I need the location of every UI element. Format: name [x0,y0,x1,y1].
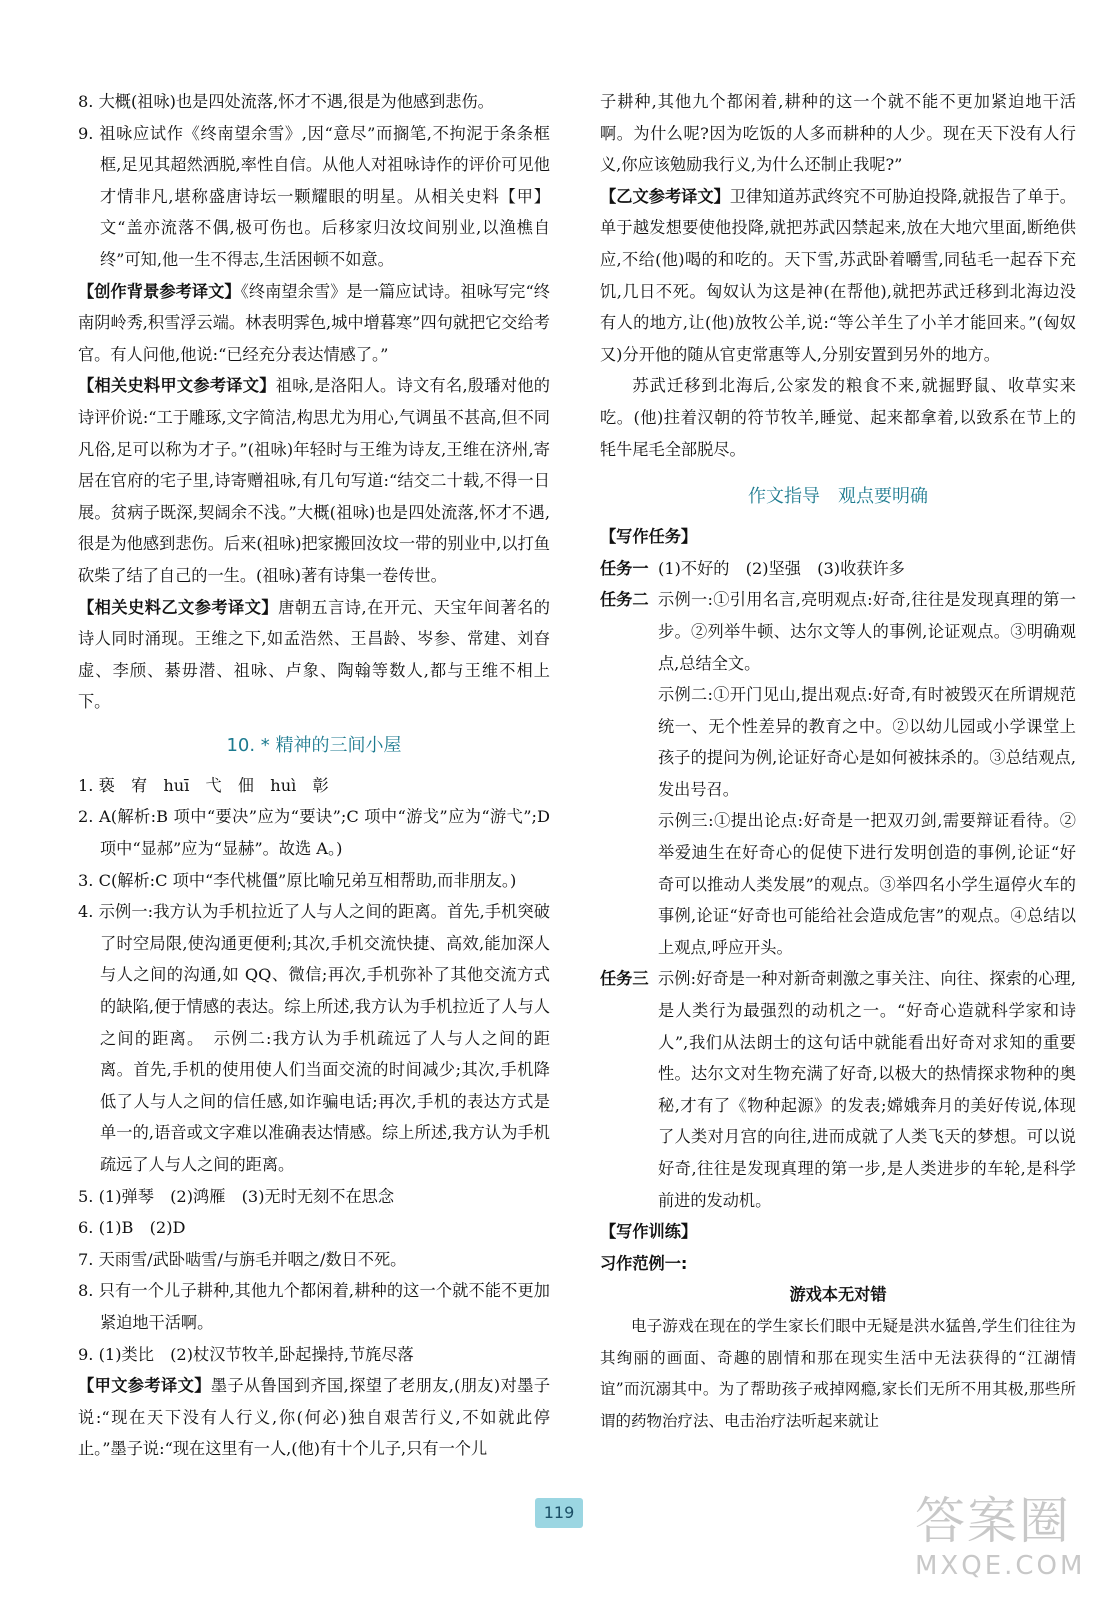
section-title: 10. * 精神的三间小屋 [226,734,402,756]
task-one [600,553,1076,585]
translation-continued: 子耕种,其他九个都闲着,耕种的这一个就不能不更加紧迫地干活啊。为什么呢?因为吃饭的人多而耕种的人少。现在天下没有人行义,你应该勉励我行义,为什么还制止我呢?” [600,92,1076,175]
note-heading: 【甲文参考译文】 [78,1376,211,1396]
answer-item: 1. 亵 宥 huī 弋 佃 huì 彰 [78,775,329,795]
translation-note [78,1370,550,1465]
note-heading: 【相关史料乙文参考译文】 [78,597,279,617]
answer-item: 6. (1)B (2)D [78,1218,186,1238]
answer-item: 8. 大概(祖咏)也是四处流落,怀才不遇,很是为他感到悲伤。 [78,92,494,111]
note-text: 唐朝五言诗,在开元、天宝年间著名的诗人同时涌现。王维之下,如孟浩然、王昌龄、岑参、常建、刘昚虚、李颀、綦毋潜、祖咏、卢象、陶翰等数人,都与王维不相上下。 [78,597,550,712]
essay-title: 游戏本无对错 [789,1285,887,1305]
answer-item: 2. A(解析:B 项中“要决”应为“要诀”;C 项中“游戈”应为“游弋”;D 项中“显郝”应为“显赫”。故选 A。) [78,807,550,859]
task-three [600,963,1076,1216]
note-heading: 【创作背景参考译文】 [78,281,241,301]
translation-note [78,592,550,718]
answer-item: 9. 祖咏应试作《终南望余雪》,因“意尽”而搁笔,不拘泥于条条框框,足见其超然洒脱,率性自信。从他人对祖咏诗作的评价可见他才情非凡,堪称盛唐诗坛一颗耀眼的明星。从相关史料【甲】文“盖亦流落不偶,极可伤也。后移家归汝坟间别业,以渔樵自终”可知,他一生不得志,生活困顿不如意。 [78,123,550,269]
answer-item: 9. (1)类比 (2)杖汉节牧羊,卧起操持,节旄尽落 [78,1344,414,1364]
task-text: (1)不好的 (2)坚强 (3)收获许多 [658,558,905,578]
answer-item: 7. 天雨雪/武卧啮雪/与旃毛并咽之/数日不死。 [78,1249,407,1269]
task-example: 示例三:①提出论点:好奇是一把双刃剑,需要辩证看待。②举爱迪生在好奇心的促使下进行发明创造的事例,论证“好奇可以推动人类发展”的观点。③举四名小学生逼停火车的事例,论证“好奇也可能给社会造成危害”的观点。④总结以上观点,呼应开头。 [658,811,1076,957]
task-text: 示例:好奇是一种对新奇刺激之事关注、向往、探索的心理,是人类行为最强烈的动机之一。“好奇心造就科学家和诗人”,我们从法朗士的这句话中就能看出好奇对求知的重要性。达尔文对生物充满了好奇,以极大的热情探求物种的奥秘,才有了《物种起源》的发表;嫦娥奔月的美好传说,体现了人类对月宫的向往,进而成就了人类飞天的梦想。可以说好奇,往往是发现真理的第一步,是人类进步的车轮,是科学前进的发动机。 [658,969,1076,1210]
section-title: 作文指导 观点要明确 [748,486,928,508]
answer-item: 8. 只有一个儿子耕种,其他九个都闲着,耕种的这一个就不能不更加紧迫地干活啊。 [78,1281,550,1332]
task-example: 示例二:①开门见山,提出观点:好奇,有时被毁灭在所谓规范统一、无个性差异的教育之中。②以幼儿园或小学课堂上孩子的提问为例,论证好奇心是如何被抹杀的。③总结观点,发出号召。 [658,685,1076,799]
task-label: 任务二 [600,590,649,610]
task-two [600,584,1076,963]
note-text: 墨子从鲁国到齐国,探望了老朋友,(朋友)对墨子说:“现在天下没有人行义,你(何必)独自艰苦行义,不如就此停止。”墨子说:“现在这里有一人,(他)有十个儿子,只有一个儿 [78,1376,551,1459]
watermark-logo [915,1492,1105,1592]
answer-item: 3. C(解析:C 项中“李代桃僵”原比喻兄弟互相帮助,而非朋友。) [78,870,517,890]
task-header: 【写作任务】 [600,527,698,547]
watermark-text: 答案圈 [915,1492,1071,1550]
right-column [600,86,1076,1437]
note-heading: 【乙文参考译文】 [600,186,730,206]
task-label: 任务三 [600,969,649,989]
note-text: 《终南望余雪》是一篇应试诗。祖咏写完“终南阴岭秀,积雪浮云端。林表明霁色,城中增暮寒”四句就把它交给考官。有人问他,他说:“已经充分表达情感了。” [78,281,550,364]
answer-item: 5. (1)弹琴 (2)鸿雁 (3)无时无刻不在思念 [78,1186,395,1206]
note-text: 祖咏,是洛阳人。诗文有名,殷璠对他的诗评价说:“工于雕琢,文字简洁,构思尤为用心,气调虽不甚高,但不同凡俗,足可以称为才子。”(祖咏)年轻时与王维为诗友,王维在济州,寄居在官府的宅子里,诗寄赠祖咏,有几句写道:“结交二十载,不得一日展。贫病子既深,契阔余不浅。”大概(祖咏)也是四处流落,怀才不遇,很是为他感到悲伤。后来(祖咏)把家搬回汝坟一带的别业中,以打鱼砍柴了结了自己的一生。(祖咏)著有诗集一卷传世。 [78,376,550,585]
watermark-url: MXQE.COM [915,1551,1086,1581]
translation-note [78,370,550,591]
translation-note [600,181,1076,371]
task-example: 示例一:①引用名言,亮明观点:好奇,往往是发现真理的第一步。②列举牛顿、达尔文等人的事例,论证观点。③明确观点,总结全文。 [658,590,1076,673]
task-label: 任务一 [600,558,649,578]
note-text: 卫律知道苏武终究不可胁迫投降,就报告了单于。单于越发想要使他投降,就把苏武囚禁起来,放在大地穴里面,断绝供应,不给(他)喝的和吃的。天下雪,苏武卧着嚼雪,同毡毛一起吞下充饥,几日不死。匈奴认为这是神(在帮他),就把苏武迁移到北海边没有人的地方,让(他)放牧公羊,说:“等公羊生了小羊才能回来。”(匈奴又)分开他的随从官吏常惠等人,分别安置到另外的地方。 [600,186,1076,364]
training-header: 【写作训练】 [600,1222,698,1242]
page-number: 119 [535,1498,583,1528]
note-heading: 【相关史料甲文参考译文】 [78,376,276,396]
translation-note [78,276,550,371]
example-label: 习作范例一: [600,1253,688,1273]
left-column [78,86,550,1465]
translation-paragraph: 苏武迁移到北海后,公家发的粮食不来,就掘野鼠、收草实来吃。(他)拄着汉朝的符节牧羊,睡觉、起来都拿着,以致系在节上的牦牛尾毛全部脱尽。 [600,376,1076,459]
answer-item: 4. 示例一:我方认为手机拉近了人与人之间的距离。首先,手机突破了时空局限,使沟通更便利;其次,手机交流快捷、高效,能加深人与人之间的沟通,如 QQ、微信;再次,手机弥补了其他交流方式的缺陷,便于情感的表达。综上所述,我方认为手机拉近了人与人之间的距离。 示例二:我方认为手机疏远了人与人之间的距离。首先,手机的使用使人们当面交流的时间减少;其次,手机降低了人与人之间的信任感,如诈骗电话;再次,手机的表达方式是单一的,语音或文字难以准确表达情感。综上所述,我方认为手机疏远了人与人之间的距离。 [78,902,550,1174]
essay-text: 电子游戏在现在的学生家长们眼中无疑是洪水猛兽,学生们往往为其绚丽的画面、奇趣的剧情和那在现实生活中无法获得的“江湖情谊”而沉溺其中。为了帮助孩子戒掉网瘾,家长们无所不用其极,那些所谓的药物治疗法、电击治疗法听起来就让 [600,1316,1076,1430]
